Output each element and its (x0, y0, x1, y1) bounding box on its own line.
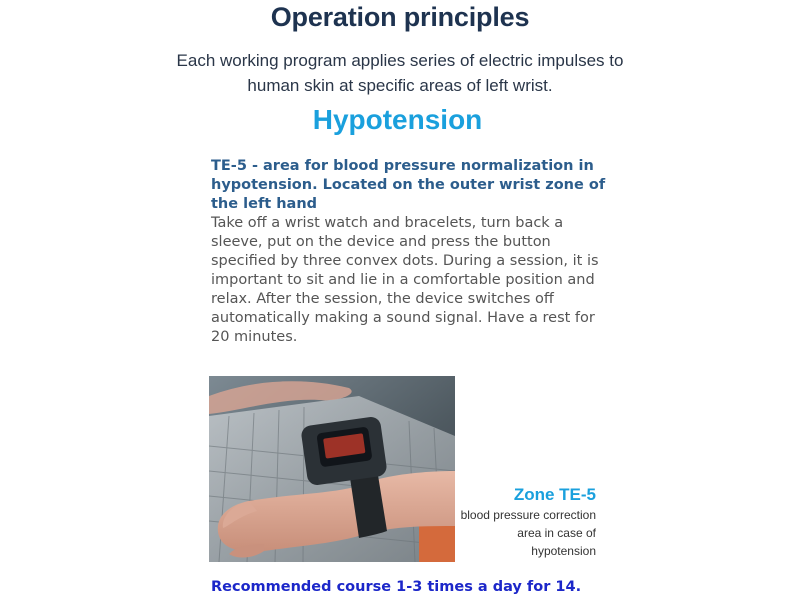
caption-text: blood pressure correction area in case of hypotension (460, 508, 596, 558)
zone-heading: TE-5 - area for blood pressure normalization in hypotension. Located on the outer wrist zone of the left hand (211, 158, 606, 212)
caption-title: Zone TE-5 (513, 485, 596, 504)
instructions-text: Take off a wrist watch and bracelets, turn back a sleeve, put on the device and press the button specified by three convex dots. During a session, it is important to sit and lie in a comfortable position and relax. After the session, the device switches off automatically making a sound signal. Have a rest for 20 minutes. (211, 215, 599, 345)
figure-caption (455, 484, 596, 560)
page-title: Operation principles (270, 2, 530, 32)
intro-text: Each working program applies series of electric impulses to human skin at specific areas of left wrist. (176, 51, 624, 95)
recommendation-text: Recommended course 1-3 times a day for 14. (211, 579, 582, 595)
section-heading: Hypotension (312, 104, 483, 135)
wrist-device-photo (209, 376, 455, 562)
